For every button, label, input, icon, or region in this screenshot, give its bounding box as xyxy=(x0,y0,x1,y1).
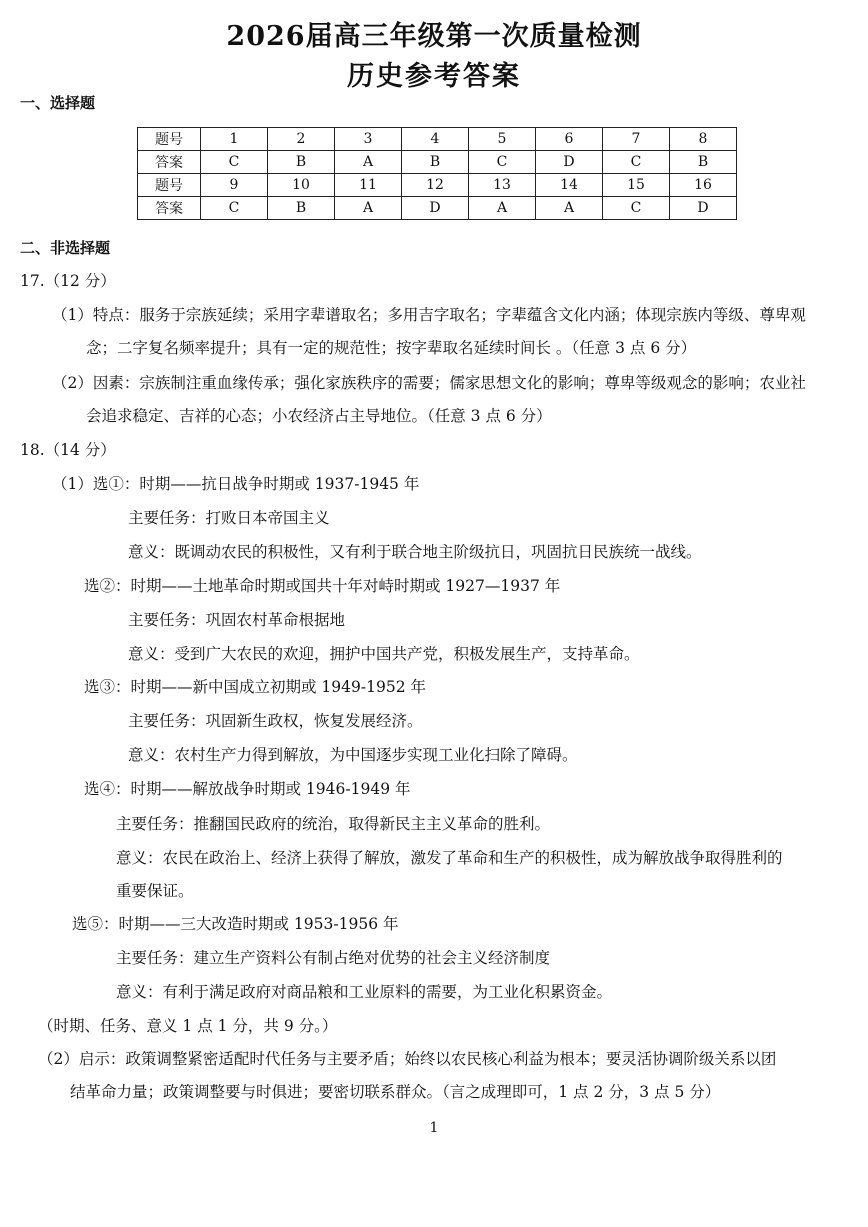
table-row xyxy=(138,151,737,174)
table-cell: 题号 xyxy=(138,128,201,151)
table-cell: A xyxy=(536,197,603,220)
answer-line: （1）选①：时期——抗日战争时期或 1937-1945 年 xyxy=(52,475,420,493)
page-title: 2026届高三年级第一次质量检测 xyxy=(226,21,642,52)
table-cell: D xyxy=(402,197,469,220)
table-cell: C xyxy=(201,197,268,220)
table-cell: 答案 xyxy=(138,151,201,174)
table-cell: 10 xyxy=(268,174,335,197)
answer-line: 意义：既调动农民的积极性，又有利于联合地主阶级抗日，巩固抗日民族统一战线。 xyxy=(128,543,702,561)
table-cell: 13 xyxy=(469,174,536,197)
answer-line: 选⑤：时期——三大改造时期或 1953-1956 年 xyxy=(72,915,399,933)
answer-line: （2）启示：政策调整紧密适配时代任务与主要矛盾；始终以农民核心利益为根本；要灵活协调阶级关系以团 xyxy=(38,1050,777,1068)
answer-line: 意义：农村生产力得到解放，为中国逐步实现工业化扫除了障碍。 xyxy=(128,746,578,764)
table-cell: D xyxy=(670,197,737,220)
answer-line: 主要任务：巩固新生政权，恢复发展经济。 xyxy=(128,712,423,730)
table-row xyxy=(138,174,737,197)
section-heading-nonchoice: 二、非选择题 xyxy=(20,239,111,257)
table-cell: B xyxy=(268,151,335,174)
table-cell: 7 xyxy=(603,128,670,151)
table-cell: A xyxy=(335,197,402,220)
table-cell: D xyxy=(536,151,603,174)
answer-line: 意义：农民在政治上、经济上获得了解放，激发了革命和生产的积极性，成为解放战争取得胜利的 xyxy=(116,849,783,867)
table-cell: 题号 xyxy=(138,174,201,197)
page-subtitle: 历史参考答案 xyxy=(347,61,521,92)
answer-line: 意义：受到广大农民的欢迎，拥护中国共产党，积极发展生产，支持革命。 xyxy=(128,645,640,663)
table-cell: C xyxy=(603,197,670,220)
answer-line: 主要任务：推翻国民政府的统治，取得新民主主义革命的胜利。 xyxy=(116,815,551,833)
scoring-note: （时期、任务、意义 1 点 1 分，共 9 分。） xyxy=(38,1017,338,1035)
section-heading-choice: 一、选择题 xyxy=(20,94,96,112)
table-cell: 15 xyxy=(603,174,670,197)
table-cell: 14 xyxy=(536,174,603,197)
question-17-heading: 17.（12 分） xyxy=(20,272,116,290)
table-cell: B xyxy=(670,151,737,174)
table-cell: 11 xyxy=(335,174,402,197)
answer-line: （2）因素：宗族制注重血缘传承；强化家族秩序的需要；儒家思想文化的影响；尊卑等级观念的影响；农业社 xyxy=(52,374,806,392)
table-cell: 8 xyxy=(670,128,737,151)
answer-line: 主要任务：建立生产资料公有制占绝对优势的社会主义经济制度 xyxy=(116,949,551,967)
answer-line: 主要任务：打败日本帝国主义 xyxy=(128,509,330,527)
table-cell: 6 xyxy=(536,128,603,151)
table-cell: C xyxy=(201,151,268,174)
table-row xyxy=(138,128,737,151)
answer-line: 重要保证。 xyxy=(116,882,194,900)
page-number: 1 xyxy=(429,1120,439,1136)
answer-line: 选③：时期——新中国成立初期或 1949-1952 年 xyxy=(84,678,426,696)
table-cell: C xyxy=(469,151,536,174)
table-cell: B xyxy=(402,151,469,174)
table-cell: 16 xyxy=(670,174,737,197)
table-cell: 9 xyxy=(201,174,268,197)
answer-line: 选④：时期——解放战争时期或 1946-1949 年 xyxy=(84,780,411,798)
table-cell: 2 xyxy=(268,128,335,151)
table-cell: A xyxy=(335,151,402,174)
answer-line: 意义：有利于满足政府对商品粮和工业原料的需要，为工业化积累资金。 xyxy=(116,983,613,1001)
table-cell: 12 xyxy=(402,174,469,197)
answer-line: 念；二字复名频率提升；具有一定的规范性；按字辈取名延续时间长 。（任意 3 点 6 分） xyxy=(86,339,697,357)
table-row xyxy=(138,197,737,220)
answer-line: 会追求稳定、吉祥的心态；小农经济占主导地位。（任意 3 点 6 分） xyxy=(86,407,552,425)
table-cell: 5 xyxy=(469,128,536,151)
table-cell: 1 xyxy=(201,128,268,151)
table-cell: C xyxy=(603,151,670,174)
table-cell: A xyxy=(469,197,536,220)
answer-line: 主要任务：巩固农村革命根据地 xyxy=(128,611,346,629)
answer-line: 结革命力量；政策调整要与时俱进；要密切联系群众。（言之成理即可，1 点 2 分，3 点 5 分） xyxy=(70,1083,721,1101)
answer-line: 选②：时期——土地革命时期或国共十年对峙时期或 1927—1937 年 xyxy=(84,577,561,595)
table-cell: 4 xyxy=(402,128,469,151)
table-cell: 答案 xyxy=(138,197,201,220)
answer-table xyxy=(137,127,737,220)
table-cell: B xyxy=(268,197,335,220)
question-18-heading: 18.（14 分） xyxy=(20,441,116,459)
table-cell: 3 xyxy=(335,128,402,151)
answer-line: （1）特点：服务于宗族延续；采用字辈谱取名；多用吉字取名；字辈蕴含文化内涵；体现宗族内等级、尊卑观 xyxy=(52,306,806,324)
